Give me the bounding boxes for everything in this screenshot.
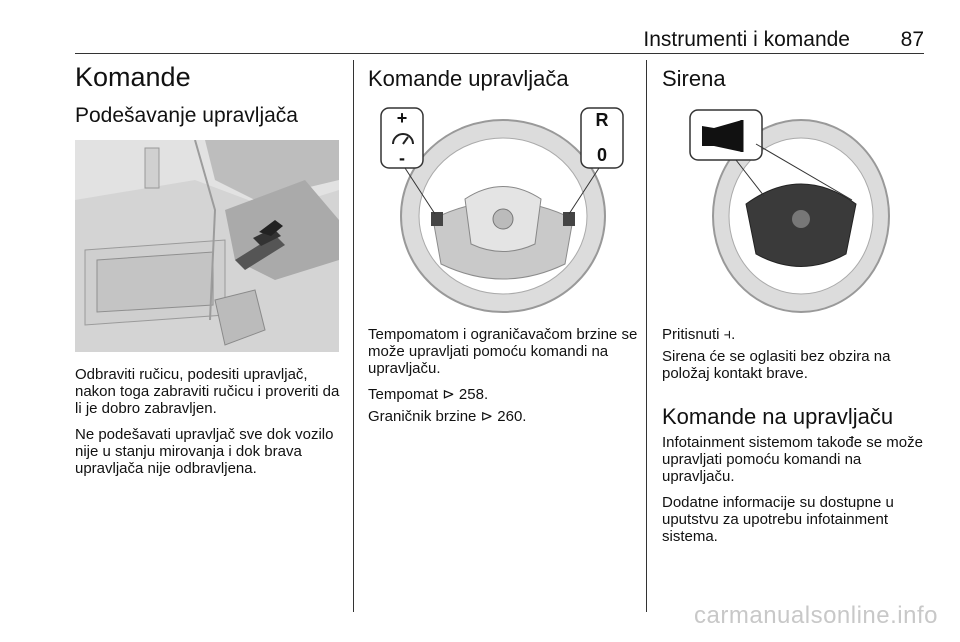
subsection-title-steering-adjust: Podešavanje upravljača (75, 104, 298, 127)
off-label: 0 (596, 145, 608, 165)
horn-steering-wheel-illustration (686, 104, 891, 316)
horn-note: Sirena će se oglasiti bez obzira na položaj kontakt brave. (662, 348, 891, 382)
right-paragraph-infotainment: Infotainment sistemom takođe se može upravljati pomoću komandi na upravljaču. (662, 434, 923, 485)
steering-adjust-figure (75, 140, 339, 352)
horn-figure (686, 104, 891, 316)
speed-limiter-reference: Graničnik brzine ⊳ 260. (368, 408, 527, 425)
horn-instruction: Pritisnuti ⫞. (662, 326, 736, 343)
steering-wheel-illustration (375, 104, 630, 316)
middle-paragraph-1: Tempomatom i ograničavačom brzine se može upravljati pomoću komandi na upravljaču. (368, 326, 638, 377)
steering-wheel-controls-figure (375, 104, 630, 316)
section-title-horn: Sirena (662, 66, 726, 91)
speed-minus-label: - (399, 148, 405, 168)
speed-plus-label: + (396, 108, 408, 128)
cruise-control-reference: Tempomat ⊳ 258. (368, 386, 489, 403)
right-paragraph-more-info: Dodatne informacije su dostupne u uputstvu za upotrebu infotainment sistema. (662, 494, 894, 545)
section-title: Komande (75, 62, 191, 92)
watermark: carmanualsonline.info (694, 602, 938, 629)
left-paragraph-1: Odbraviti ručicu, podesiti upravljač, nakon toga zabraviti ručicu i proveriti da li je dobro zabravljen. (75, 366, 340, 417)
left-paragraph-2: Ne podešavati upravljač sve dok vozilo nije u stanju mirovanja i dok brava upravljača nije odbravljena. (75, 426, 334, 477)
header-rule (75, 53, 924, 54)
page-number: 87 (900, 28, 924, 51)
running-header-title: Instrumenti i komande (643, 28, 850, 51)
section-title-wheel-controls: Komande na upravljaču (662, 404, 894, 429)
column-divider-2 (646, 60, 647, 612)
column-divider-1 (353, 60, 354, 612)
steering-column-illustration (75, 140, 339, 352)
section-title-steering-controls: Komande upravljača (368, 66, 569, 91)
resume-label: R (595, 110, 609, 130)
